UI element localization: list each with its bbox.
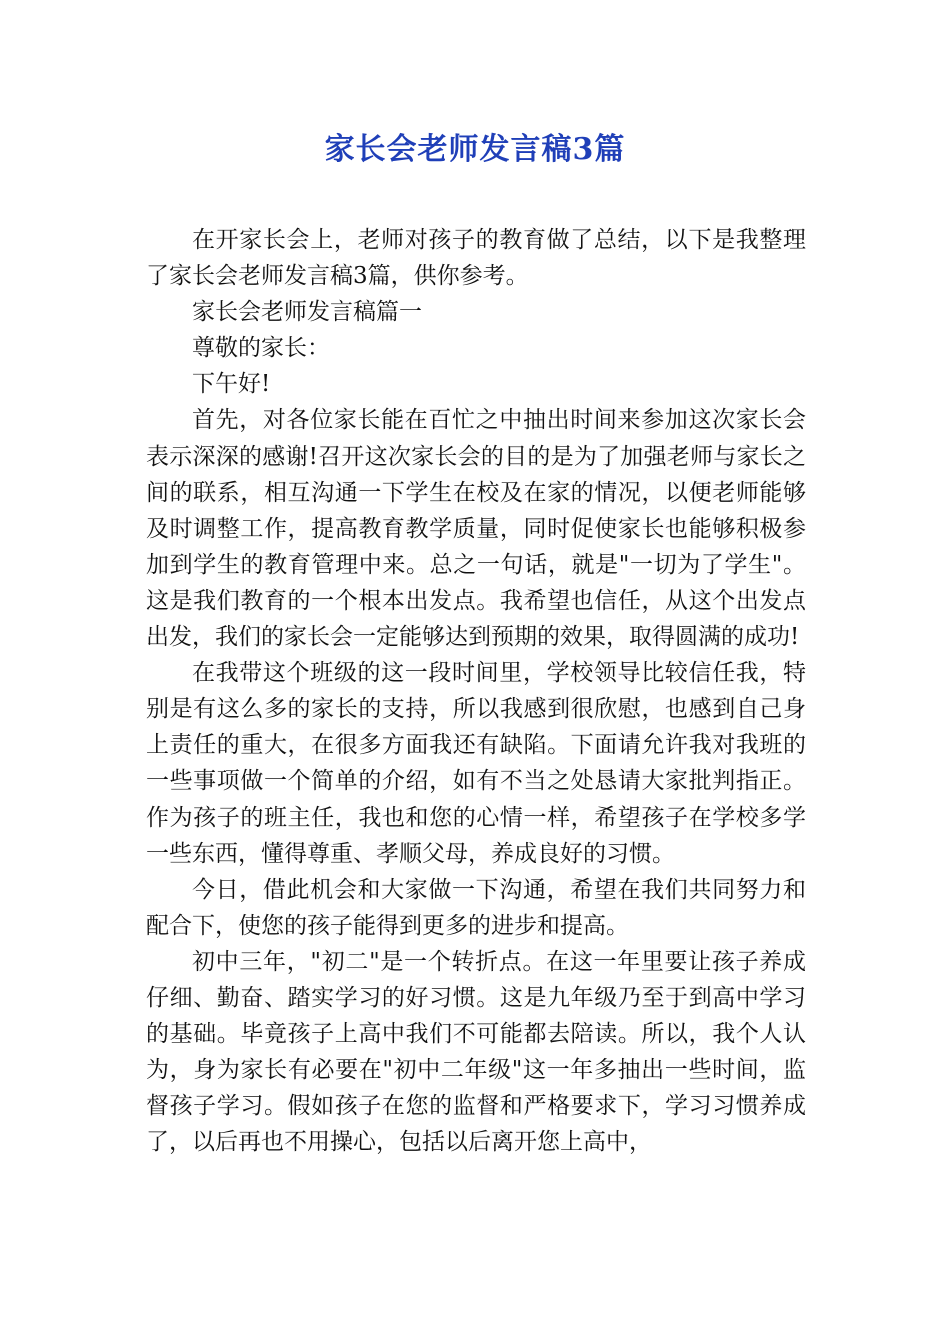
intro-paragraph: 在开家长会上，老师对孩子的教育做了总结，以下是我整理了家长会老师发言稿3篇，供你参考。 [146, 227, 806, 290]
body-paragraph: 首先，对各位家长能在百忙之中抽出时间来参加这次家长会表示深深的感谢!召开这次家长会的目的是为了加强老师与家长之间的联系，相互沟通一下学生在校及在家的情况，以便老师能够及时调整工作，提高教育教学质量，同时促使家长也能够积极参加到学生的教育管理中来。总之一句话，就是"一切为了学生"。这是我们教育的一个根本出发点。我希望也信任，从这个出发点出发，我们的家长会一定能够达到预期的效果，取得圆满的成功! [146, 407, 806, 651]
page-title: 家长会老师发言稿3篇 [324, 132, 626, 167]
greeting: 下午好! [192, 371, 271, 398]
document-body [146, 222, 806, 1160]
salutation: 尊敬的家长： [192, 335, 330, 362]
body-paragraph: 在我带这个班级的这一段时间里，学校领导比较信任我，特别是有这么多的家长的支持，所以我感到很欣慰，也感到自己身上责任的重大，在很多方面我还有缺陷。下面请允许我对我班的一些事项做一个简单的介绍，如有不当之处恳请大家批判指正。作为孩子的班主任，我也和您的心情一样，希望孩子在学校多学一些东西，懂得尊重、孝顺父母，养成良好的习惯。 [146, 660, 806, 867]
section-heading: 家长会老师发言稿篇一 [192, 299, 422, 326]
body-paragraph: 初中三年，"初二"是一个转折点。在这一年里要让孩子养成仔细、勤奋、踏实学习的好习惯。这是九年级乃至于到高中学习的基础。毕竟孩子上高中我们不可能都去陪读。所以，我个人认为，身为家长有必要在"初中二年级"这一年多抽出一些时间，监督孩子学习。假如孩子在您的监督和严格要求下，学习习惯养成了，以后再也不用操心，包括以后离开您上高中， [146, 948, 806, 1156]
body-paragraph: 今日，借此机会和大家做一下沟通，希望在我们共同努力和配合下，使您的孩子能得到更多的进步和提高。 [146, 876, 806, 939]
